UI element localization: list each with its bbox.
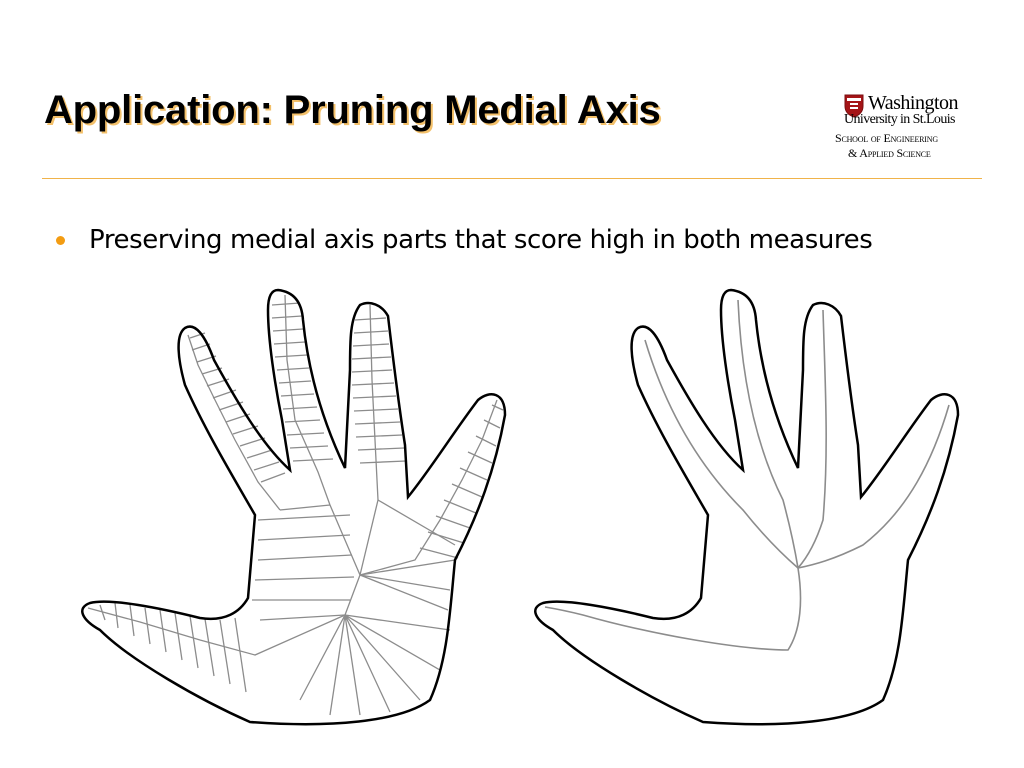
hand-pruned-medial-axis: [535, 290, 958, 724]
logo-line-applied-science: & Applied Science: [848, 146, 931, 160]
hand-outline: [535, 290, 958, 724]
logo-line-washington: Washington: [868, 92, 959, 114]
hand-full-medial-axis: [82, 290, 505, 724]
logo-line-school: School of Engineering: [835, 131, 938, 145]
logo-line-university: University in St.Louis: [844, 112, 955, 127]
bullet-text: Preserving medial axis parts that score high in both measures: [89, 225, 873, 255]
slide-title: Application: Pruning Medial Axis: [44, 88, 661, 132]
